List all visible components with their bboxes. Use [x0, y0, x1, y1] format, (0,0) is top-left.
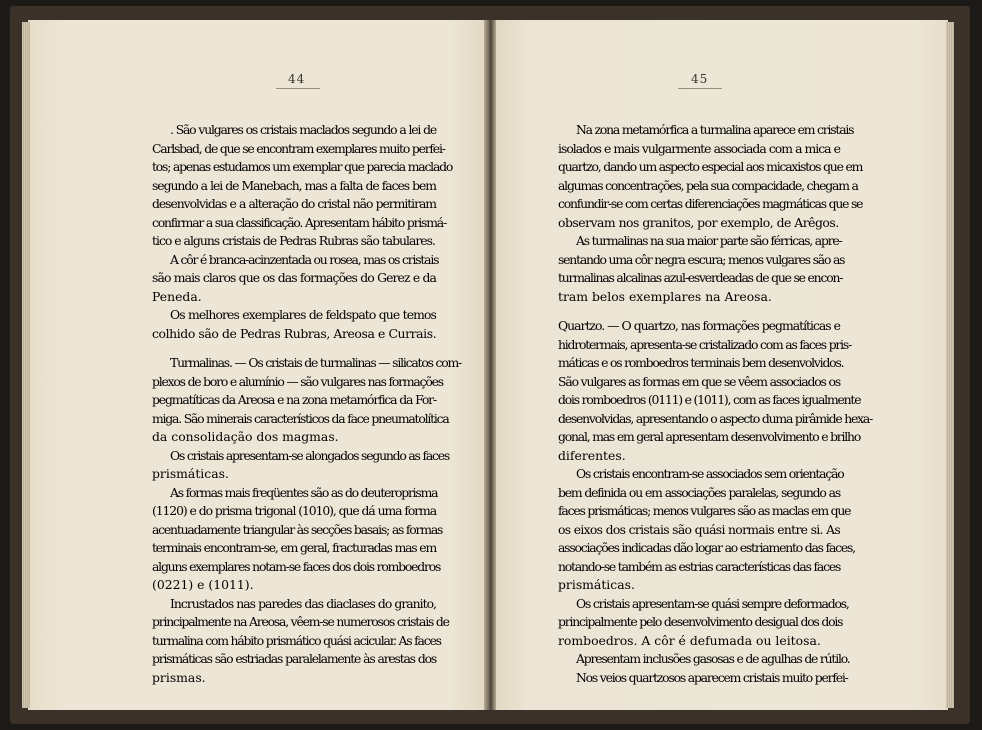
- text-line: Incrustados nas paredes das diaclases do granito,: [170, 595, 436, 611]
- text-line: bem definida ou em associações paralelas, segundo as: [558, 484, 840, 500]
- text-line: máticas e os romboedros terminais bem desenvolvidos.: [558, 355, 844, 370]
- text-line: isolados e mais vulgarmente associada com a mica e: [558, 140, 840, 156]
- text-line: As formas mais freqüentes são as do deuteroprisma: [170, 484, 438, 500]
- text-line: prismáticas.: [152, 466, 229, 481]
- text-line: associações indicadas dão logar ao estriamento das faces,: [558, 540, 855, 555]
- text-line: principalmente pelo desenvolvimento desigual dos dois: [558, 614, 843, 629]
- text-line: acentuadamente triangular às secções basais; as formas: [152, 521, 443, 537]
- text-line: (0221) e (1011).: [152, 577, 254, 592]
- text-line: os eixos dos cristais são quási normais entre si. As: [558, 521, 840, 537]
- text-line: tos; apenas estudamos um exemplar que parecia maclado: [152, 159, 453, 174]
- text-line: faces prismáticas; menos vulgares são as maclas em que: [558, 503, 851, 518]
- left-page-body: [152, 121, 462, 687]
- text-line: Os cristais apresentam-se quási sempre deformados,: [576, 595, 849, 611]
- text-line: notando-se também as estrias características das faces: [558, 558, 841, 574]
- text-line: segundo a lei de Manebach, mas a falta de faces bem: [152, 177, 436, 193]
- text-line: A côr é branca-acinzentada ou rosea, mas os cristais: [170, 251, 439, 267]
- text-line: desenvolvidas e a alteração do cristal não permitiram: [152, 196, 436, 211]
- text-line: (1120) e do prisma trigonal (1010), que dá uma forma: [152, 503, 436, 518]
- text-line: plexos de boro e alumínio — são vulgares nas formações: [152, 373, 443, 389]
- text-line: confundir-se com certas diferenciações magmáticas que se: [558, 196, 863, 211]
- text-line: confirmar a sua classificação. Apresentam hábito prismá-: [152, 214, 446, 230]
- text-line: prismas.: [152, 669, 206, 685]
- text-line: da consolidação dos magmas.: [152, 429, 339, 444]
- text-line: Os melhores exemplares de feldspato que temos: [170, 307, 436, 322]
- text-line: observam nos granitos, por exemplo, de Arêgos.: [558, 214, 839, 230]
- text-line: terminais encontram-se, em geral, fracturadas mas em: [152, 540, 436, 555]
- text-line: Nos veios quartzosos aparecem cristais muito perfei-: [576, 669, 848, 685]
- text-line: tico e alguns cristais de Pedras Rubras são tabulares.: [152, 233, 435, 248]
- text-line: colhido são de Pedras Rubras, Areosa e Currais.: [152, 325, 437, 341]
- right-page-body: [558, 121, 873, 687]
- text-line: algumas concentrações, pela sua compacidade, chegam a: [558, 177, 858, 193]
- text-line: quartzo, dando um aspecto especial aos micaxistos que em: [558, 159, 863, 174]
- section-heading-quartzo: Quartzo. — O quartzo, nas formações pegmatíticas e: [558, 318, 840, 333]
- paragraph-gap: [558, 306, 840, 317]
- text-line: são mais claros que os das formações do Gerez e da: [152, 270, 436, 285]
- right-page-number: 45: [691, 72, 709, 86]
- text-line: Os cristais encontram-se associados sem orientação: [576, 466, 844, 481]
- text-line: principalmente na Areosa, vêem-se numerosos cristais de: [152, 614, 449, 629]
- text-line: gonal, mas em geral apresentam desenvolvimento e brilho: [558, 429, 861, 444]
- text-line: Apresentam inclusões gasosas e de agulhas de rútilo.: [576, 651, 850, 666]
- text-line: prismáticas.: [558, 577, 635, 592]
- text-line: Na zona metamórfica a turmalina aparece em cristais: [576, 122, 854, 137]
- text-line: Carlsbad, de que se encontram exemplares muito perfei-: [152, 140, 445, 156]
- text-line: desenvolvidas, apresentando o aspecto duma pirâmide hexa-: [558, 410, 873, 426]
- text-line: turmalina com hábito prismático quási acicular. As faces: [152, 632, 441, 648]
- paragraph-gap: [152, 343, 436, 354]
- book-gutter: [484, 20, 496, 710]
- text-line: romboedros. A côr é defumada ou leitosa.: [558, 632, 821, 648]
- text-line: São vulgares as formas em que se vêem associados os: [558, 373, 841, 389]
- text-line: pegmatíticas da Areosa e na zona metamórfica da For-: [152, 392, 436, 407]
- text-line: turmalinas alcalinas azul-esverdeadas de que se encon-: [558, 270, 843, 285]
- text-line: Peneda.: [152, 288, 202, 304]
- left-page-number: 44: [288, 72, 306, 86]
- text-line: hidrotermais, apresenta-se cristalizado com as faces pris-: [558, 336, 852, 352]
- text-line: diferentes.: [558, 447, 626, 463]
- text-line: alguns exemplares notam-se faces dos dois romboedros: [152, 558, 441, 574]
- text-line: dois romboedros (0111) e (1011), com as faces igualmente: [558, 392, 861, 407]
- right-page-edges: [946, 22, 954, 708]
- text-line: miga. São minerais característicos da face pneumatolítica: [152, 410, 449, 426]
- text-line: tram belos exemplares na Areosa.: [558, 288, 772, 304]
- text-line: sentando uma côr negra escura; menos vulgares são as: [558, 251, 845, 267]
- left-page-number-rule: [276, 88, 320, 89]
- right-page-number-rule: [678, 88, 722, 89]
- text-line: Os cristais apresentam-se alongados segundo as faces: [170, 447, 450, 463]
- section-heading-turmalinas: Turmalinas. — Os cristais de turmalinas — silicatos com-: [170, 355, 462, 370]
- left-page-edges: [22, 22, 30, 708]
- text-line: As turmalinas na sua maior parte são férricas, apre-: [576, 233, 842, 248]
- text-line: prismáticas são estriadas paralelamente às arestas dos: [152, 651, 436, 666]
- text-line: . São vulgares os cristais maclados segundo a lei de: [170, 122, 436, 137]
